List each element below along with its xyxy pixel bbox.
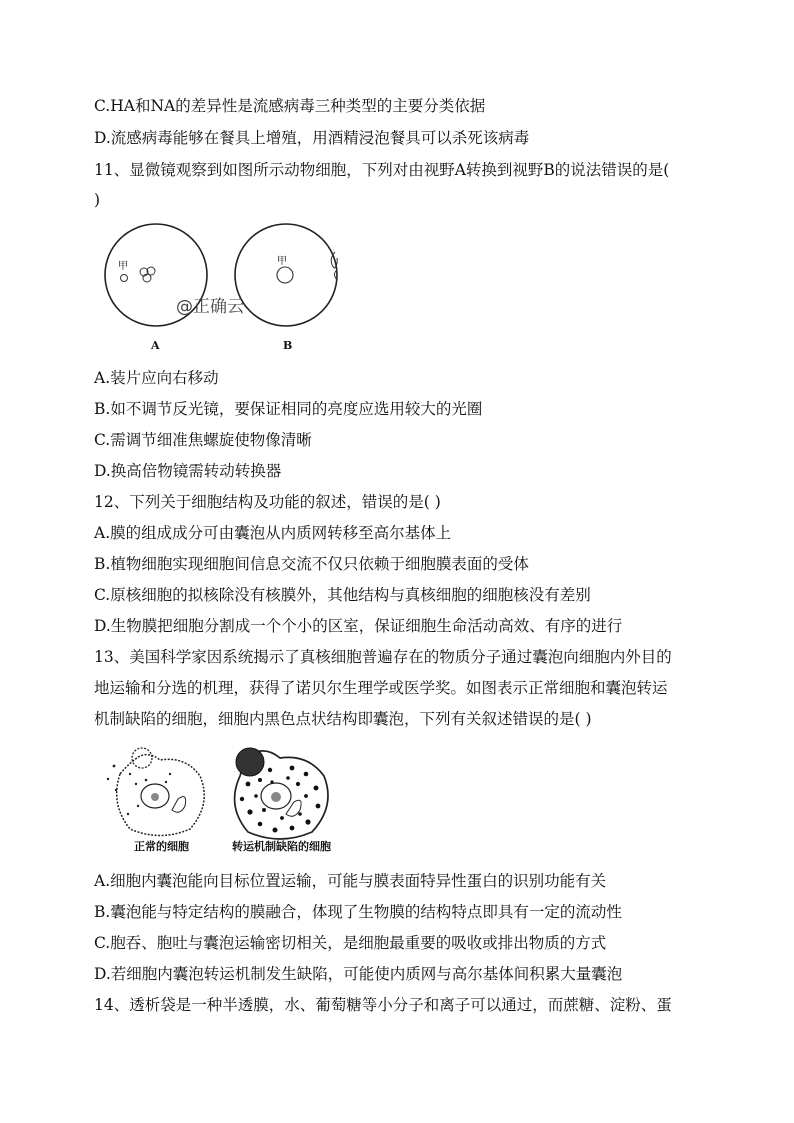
cell-label-a: 甲 bbox=[118, 261, 128, 272]
question-11-stem: 11、显微镜观察到如图所示动物细胞，下列对由视野A转换到视野B的说法错误的是( bbox=[94, 161, 670, 179]
microscope-figure bbox=[98, 222, 348, 352]
option-c-q13: C.胞吞、胞吐与囊泡运输密切相关，是细胞最重要的吸收或排出物质的方式 bbox=[94, 934, 607, 952]
option-d-q13: D.若细胞内囊泡转运机制发生缺陷，可能使内质网与高尔基体间积累大量囊泡 bbox=[94, 965, 623, 983]
option-c-q10: C.HA和NA的差异性是流感病毒三种类型的主要分类依据 bbox=[94, 97, 486, 115]
option-d-q12: D.生物膜把细胞分割成一个个小的区室，保证细胞生命活动高效、有序的进行 bbox=[94, 617, 623, 635]
question-13-stem-3: 机制缺陷的细胞，细胞内黑色点状结构即囊泡，下列有关叙述错误的是( ) bbox=[94, 710, 592, 728]
caption-defective-cell: 转运机制缺陷的细胞 bbox=[232, 840, 331, 853]
option-b-q12: B.植物细胞实现细胞间信息交流不仅只依赖于细胞膜表面的受体 bbox=[94, 555, 529, 573]
question-12-stem: 12、下列关于细胞结构及功能的叙述，错误的是( ) bbox=[94, 493, 441, 511]
question-11-stem-end: ) bbox=[94, 191, 101, 209]
option-a-q11: A.装片应向右移动 bbox=[94, 369, 219, 387]
field-label-b: B bbox=[283, 339, 293, 352]
watermark: @正确云 bbox=[176, 297, 244, 317]
option-d-q10: D.流感病毒能够在餐具上增殖，用酒精浸泡餐具可以杀死该病毒 bbox=[94, 129, 530, 147]
caption-normal-cell: 正常的细胞 bbox=[134, 840, 189, 853]
question-13-stem-1: 13、美国科学家因系统揭示了真核细胞普遍存在的物质分子通过囊泡向细胞内外目的 bbox=[94, 648, 672, 666]
question-13-stem-2: 地运输和分选的机理，获得了诺贝尔生理学或医学奖。如图表示正常细胞和囊泡转运 bbox=[94, 679, 668, 697]
option-c-q12: C.原核细胞的拟核除没有核膜外，其他结构与真核细胞的细胞核没有差别 bbox=[94, 586, 591, 604]
option-c-q11: C.需调节细准焦螺旋使物像清晰 bbox=[94, 431, 312, 449]
option-a-q13: A.细胞内囊泡能向目标位置运输，可能与膜表面特异性蛋白的识别功能有关 bbox=[94, 872, 607, 890]
option-a-q12: A.膜的组成成分可由囊泡从内质网转移至高尔基体上 bbox=[94, 524, 452, 542]
option-b-q13: B.囊泡能与特定结构的膜融合，体现了生物膜的结构特点即具有一定的流动性 bbox=[94, 903, 622, 921]
option-d-q11: D.换高倍物镜需转动转换器 bbox=[94, 462, 282, 480]
option-b-q11: B.如不调节反光镜，要保证相同的亮度应选用较大的光圈 bbox=[94, 400, 483, 418]
cell-label-b: 甲 bbox=[277, 256, 287, 267]
question-14-stem: 14、透析袋是一种半透膜，水、葡萄糖等小分子和离子可以通过，而蔗糖、淀粉、蛋 bbox=[94, 996, 672, 1014]
field-label-a: A bbox=[151, 339, 160, 352]
vesicle-figure bbox=[100, 744, 370, 854]
